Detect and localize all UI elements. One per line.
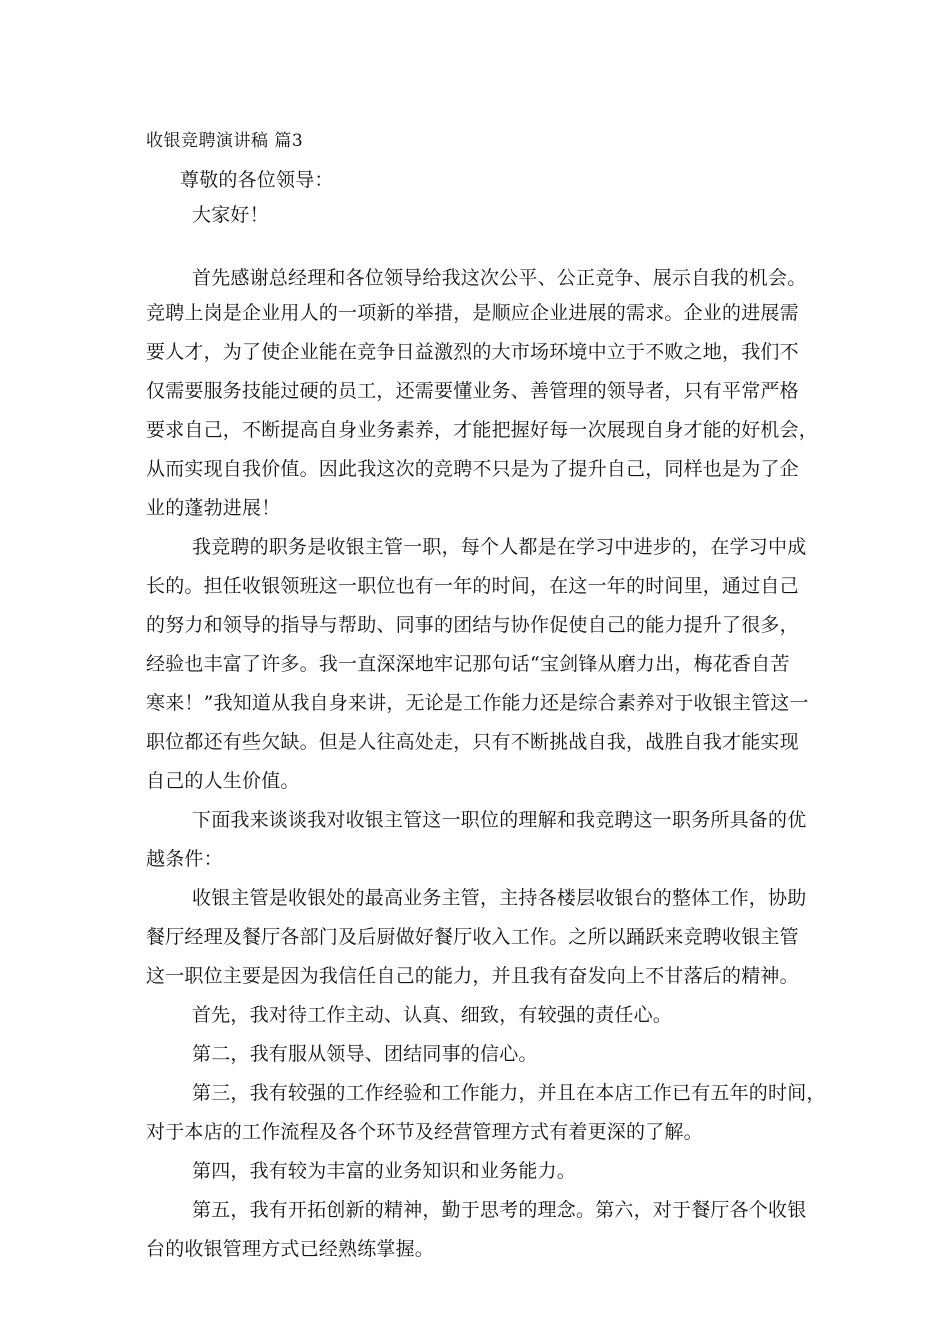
text-line: 寒来！”我知道从我自身来讲，无论是工作能力还是综合素养对于收银主管这一 (146, 692, 809, 714)
text-line: 这一职位主要是因为我信任自己的能力，并且我有奋发向上不甘落后的精神。 (146, 965, 799, 987)
text-line: 经验也丰富了许多。我一直深深地牢记那句话“宝剑锋从磨力出，梅花香自苦 (146, 653, 790, 675)
document-title: 收银竞聘演讲稿 篇3 (146, 131, 304, 151)
text-line: 第五，我有开拓创新的精神，勤于思考的理念。第六，对于餐厅各个收银 (192, 1199, 807, 1221)
text-line: 职位都还有些欠缺。但是人往高处走，只有不断挑战自我，战胜自我才能实现 (146, 731, 799, 753)
text-line: 第三，我有较强的工作经验和工作能力，并且在本店工作已有五年的时间， (192, 1082, 826, 1104)
text-line: 首先感谢总经理和各位领导给我这次公平、公正竞争、展示自我的机会。 (192, 267, 807, 289)
text-line: 大家好！ (192, 204, 269, 226)
text-line: 对于本店的工作流程及各个环节及经营管理方式有着更深的了解。 (146, 1121, 703, 1143)
text-line: 要人才，为了使企业能在竞争日益激烈的大市场环境中立于不败之地，我们不 (146, 341, 799, 363)
text-line: 的努力和领导的指导与帮助、同事的团结与协作促使自己的能力提升了很多， (146, 614, 799, 636)
text-line: 我竞聘的职务是收银主管一职，每个人都是在学习中进步的，在学习中成 (192, 536, 807, 558)
text-line: 仅需要服务技能过硬的员工，还需要懂业务、善管理的领导者，只有平常严格 (146, 380, 799, 402)
text-line: 首先，我对待工作主动、认真、细致，有较强的责任心。 (192, 1004, 673, 1026)
text-line: 从而实现自我价值。因此我这次的竞聘不只是为了提升自己，同样也是为了企 (146, 458, 799, 480)
text-line: 竞聘上岗是企业用人的一项新的举措，是顺应企业进展的需求。企业的进展需 (146, 302, 799, 324)
text-line: 第四，我有较为丰富的业务知识和业务能力。 (192, 1160, 577, 1182)
text-line: 越条件： (146, 848, 223, 870)
text-line: 业的蓬勃进展！ (146, 497, 281, 519)
text-line: 尊敬的各位领导： (180, 169, 334, 191)
text-line: 自己的人生价值。 (146, 770, 300, 792)
text-line: 第二，我有服从领导、团结同事的信心。 (192, 1043, 538, 1065)
text-line: 台的收银管理方式已经熟练掌握。 (146, 1238, 435, 1260)
text-line: 长的。担任收银领班这一职位也有一年的时间，在这一年的时间里，通过自己 (146, 575, 799, 597)
text-line: 餐厅经理及餐厅各部门及后厨做好餐厅收入工作。之所以踊跃来竞聘收银主管 (146, 926, 799, 948)
text-line: 下面我来谈谈我对收银主管这一职位的理解和我竞聘这一职务所具备的优 (192, 809, 807, 831)
text-line: 收银主管是收银处的最高业务主管，主持各楼层收银台的整体工作，协助 (192, 887, 807, 909)
text-line: 要求自己，不断提高自身业务素养，才能把握好每一次展现自身才能的好机会， (146, 419, 819, 441)
